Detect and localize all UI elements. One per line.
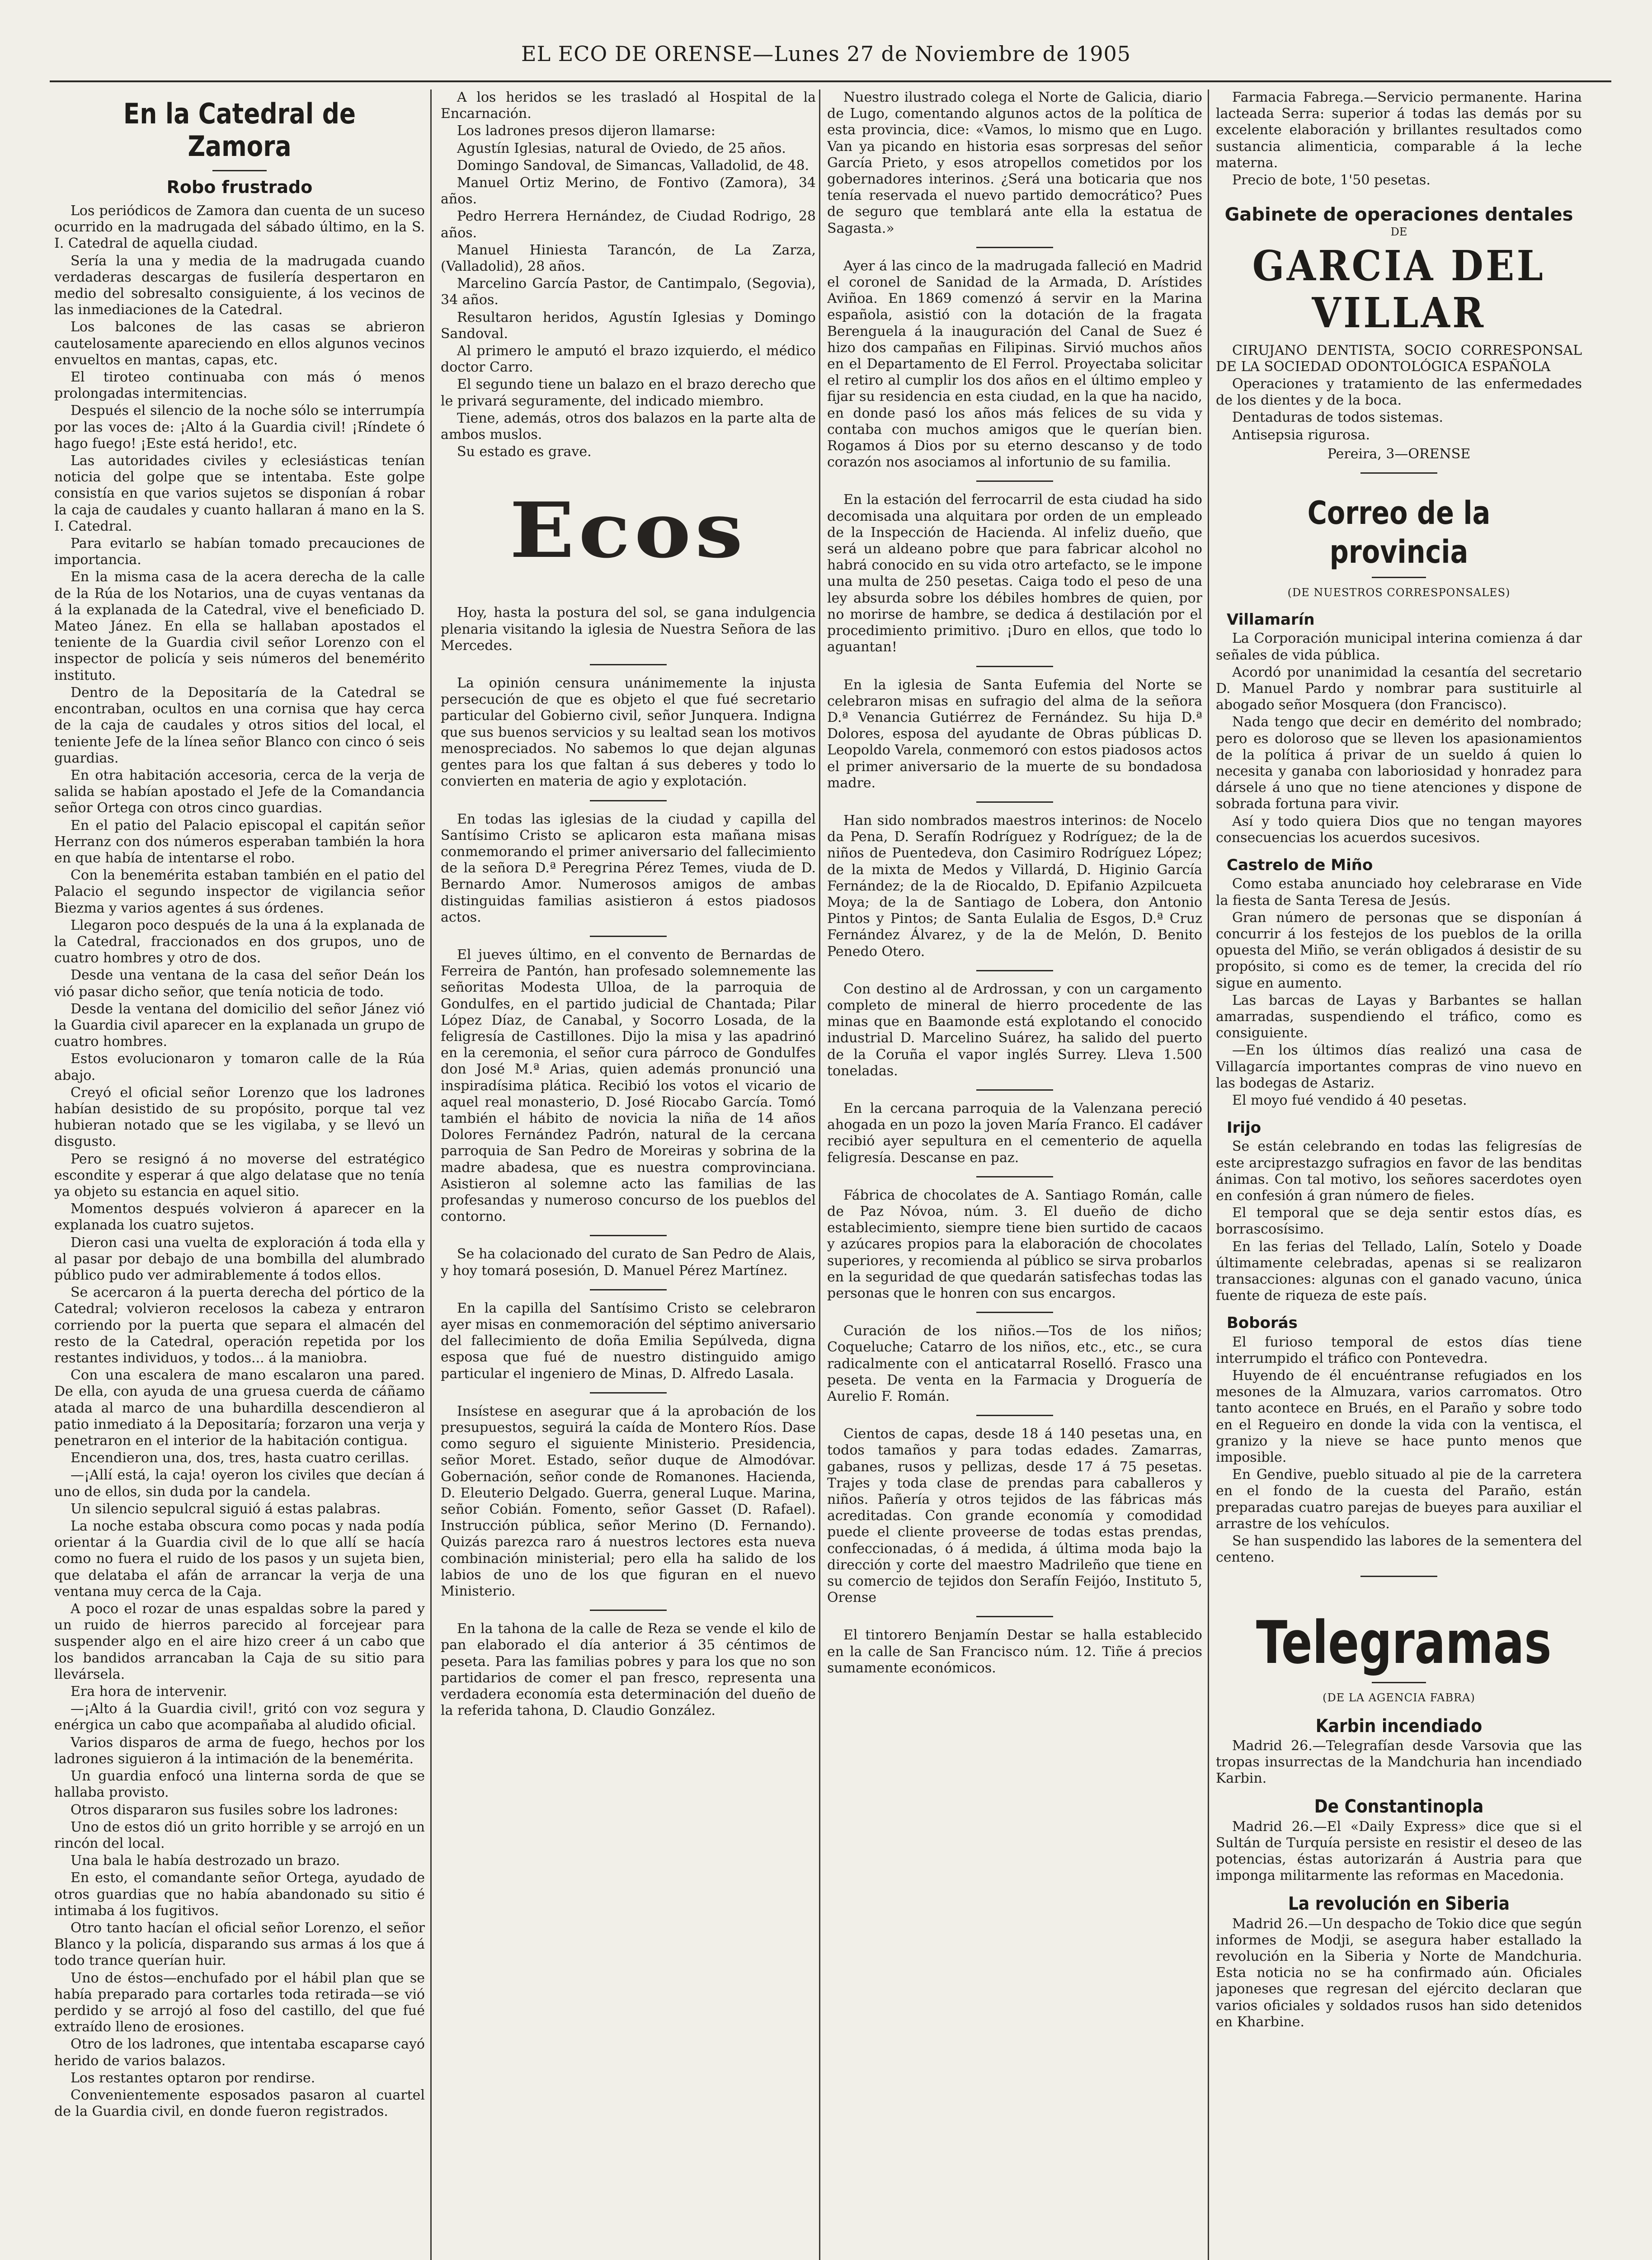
header-rule — [50, 80, 1611, 82]
paragraph: Otro de los ladrones, que intentaba escaparse cayó herido de varios balazos. — [54, 2036, 425, 2069]
dental-ad-de: DE — [1390, 226, 1407, 239]
section-rule — [976, 801, 1053, 803]
ecos-note: El jueves último, en el convento de Bernardas de Ferreira de Pantón, han profesado solemnemente las señoritas Modesta Ulloa, de la parroquia de Gondulfes, en el partido judicial de Chantada; Pilar López Díaz, de Canabal, y Socorro Losada, de la feligresía de Castillones. Dijo la misa y las apadrinó en la ceremonia, el señor cura párroco de Gondulfes don José M.ª Arias, quien además pronunció una inspiradísima plática. Recibió los votos el vicario de aquel real monasterio, D. José Riocabo García. Tomó también el hábito de novicia la niña de 14 años Dolores Fernández Padrón, natural de la cercana parroquia de San Pedro de Moreiras y sobrina de la madre abadesa, que es nuestra comprovinciana. Asistieron al solemne acto las familias de las profesandas y numeroso concurso de los pueblos del contorno. — [441, 946, 816, 1225]
dispatch-paragraph: Gran número de personas que se disponían á concurrir á los festejos de los pueblos de la orilla opuesta del Miño, se verán obligados á desistir de su propósito, si como es de temer, la crecida del río sigue en aumento. — [1216, 909, 1582, 991]
paragraph: Se acercaron á la puerta derecha del pórtico de la Catedral; volvieron recelosos la cabeza y entraron corriendo por la puerta que separa el almacén del resto de la Catedral, operación repetida por los restantes individuos, y todos... á la maniobra. — [54, 1285, 425, 1366]
paragraph: En esto, el comandante señor Ortega, ayudado de otros guardias que no había abandonado su sitio é intimaba á los fugitivos. — [54, 1870, 425, 1919]
paragraph: A los heridos se les trasladó al Hospital de la Encarnación. — [441, 89, 816, 122]
column-divider — [1208, 89, 1209, 2260]
paragraph: Un guardia enfocó una linterna sorda de que se hallaba provisto. — [54, 1768, 425, 1801]
ecos-note: Hoy, hasta la postura del sol, se gana indulgencia plenaria visitando la iglesia de Nuestra Señora de las Mercedes. — [441, 605, 816, 654]
dispatch-paragraph: Acordó por unanimidad la cesantía del secretario D. Manuel Pardo y nombrar para sustituirle al abogado señor Mosquera (don Francisco). — [1216, 664, 1582, 713]
paragraph: En otra habitación accesoria, cerca de la verja de salida se habían apostado el Jefe de la Comandancia señor Ortega con otros cinco guardias. — [54, 767, 425, 816]
dental-ad-address: Pereira, 3—ORENSE — [1327, 446, 1471, 462]
section-rule — [590, 664, 667, 665]
dispatch-paragraph: Huyendo de él encuéntranse refugiados en los mesones de la Almuzara, varios carromatos. Otro tanto acontece en Brués, en el Paraño y sobre todo en el Regueiro en donde la vida con la ventisca, el granizo y la nieve se hace punto menos que imposible. — [1216, 1367, 1582, 1465]
dental-ad-line: Operaciones y tratamiento de las enfermedades de los dientes y de la boca. — [1216, 376, 1582, 409]
paragraph: El segundo tiene un balazo en el brazo derecho que le privará seguramente, del indicado miembro. — [441, 377, 816, 409]
paragraph: Pero se resignó á no moverse del estratégico escondite y esperar á que algo delatase que no tenía ya objeto su estancia en aquel sitio. — [54, 1151, 425, 1200]
section-rule — [590, 1289, 667, 1290]
article-title-zamora: En la Catedral de Zamora — [123, 97, 356, 163]
running-head: EL ECO DE ORENSE—Lunes 27 de Noviembre de 1905 — [521, 42, 1131, 66]
advertisement: El tintorero Benjamín Destar se halla establecido en la calle de San Francisco núm. 12. Tiñe á precios sumamente económicos. — [827, 1627, 1202, 1676]
cable-heading: La revolución en Siberia — [1288, 1893, 1510, 1915]
section-rule — [976, 1176, 1053, 1177]
dispatch-heading: Castrelo de Miño — [1227, 856, 1373, 875]
paragraph: Varios disparos de arma de fuego, hechos por los ladrones siguieron á la intimación de la benemérita. — [54, 1734, 425, 1767]
paragraph: Precio de bote, 1'50 pesetas. — [1232, 172, 1431, 188]
paragraph: Uno de estos dió un grito horrible y se arrojó en un rincón del local. — [54, 1819, 425, 1851]
telegram-cables — [1216, 1715, 1582, 2030]
paragraph: Manuel Hiniesta Tarancón, de La Zarza, (Valladolid), 28 años. — [441, 242, 816, 275]
paragraph: Una bala le había destrozado un brazo. — [71, 1853, 340, 1869]
dispatch-paragraph: El furioso temporal de estos días tiene interrumpido el tráfico con Pontevedra. — [1216, 1334, 1582, 1366]
paragraph: Otro tanto hacían el oficial señor Lorenzo, el señor Blanco y la policía, disparando sus armas á los que á todo trance querían huir. — [54, 1920, 425, 1969]
local-notes — [827, 89, 1202, 1177]
paragraph: Uno de éstos—enchufado por el hábil plan que se había preparado para cortarles toda retirada—se vió perdido y se arrojó al foso del castillo, del que fué extraído lleno de erosiones. — [54, 1970, 425, 2035]
dispatch-heading: Villamarín — [1227, 611, 1315, 629]
dispatch-heading: Boborás — [1227, 1314, 1298, 1332]
paragraph: Un silencio sepulcral siguió á estas palabras. — [71, 1501, 381, 1517]
column-3 — [827, 89, 1202, 2260]
section-rule — [976, 1312, 1053, 1313]
paragraph: Dentro de la Depositaría de la Catedral se encontraban, ocultos en una cornisa que hay cerca de la caja de caudales y otros sitios del local, el teniente Jefe de la línea señor Blanco con cinco ó seis guardias. — [54, 684, 425, 766]
ecos-note: Se ha colacionado del curato de San Pedro de Alais, y hoy tomará posesión, D. Manuel Pérez Martínez. — [441, 1246, 816, 1279]
dispatch-paragraph: En las ferias del Tellado, Lalín, Sotelo y Doade últimamente celebradas, apenas si se realizaron transacciones: algunas con el ganado vacuno, única fuente de riqueza de este país. — [1216, 1238, 1582, 1304]
column-2 — [441, 89, 816, 2260]
paragraph: Domingo Sandoval, de Simancas, Valladolid, de 48. — [457, 157, 810, 174]
paragraph: Los periódicos de Zamora dan cuenta de un suceso ocurrido en la madrugada del sábado último, en la S. I. Catedral de aquella ciudad. — [54, 203, 425, 252]
ecos-note: En la tahona de la calle de Reza se vende el kilo de pan elaborado el día anterior á 35 céntimos de peseta. Para las familias pobres y para los que no son partidarios de comer el pan fresco, representa una verdadera economía esta determinación del dueño de la referida tahona, D. Claudio González. — [441, 1621, 816, 1719]
paragraph: Farmacia Fabrega.—Servicio permanente. Harina lacteada Serra: superior á todas las demás por su excelente elaboración y brillantes resultados como sustancia alimenticia, comparable á la leche materna. — [1216, 89, 1582, 171]
cable-text: Madrid 26.—Telegrafían desde Varsovia que las tropas insurrectas de la Mandchuria han incendiado Karbin. — [1216, 1737, 1582, 1787]
paragraph: Llegaron poco después de la una á la explanada de la Catedral, fraccionados en dos grupos, uno de cuatro hombres y otro de dos. — [54, 917, 425, 966]
section-title-ecos: Ecos — [509, 485, 747, 575]
dispatch-paragraph: En Gendive, pueblo situado al pie de la carretera en el fondo de la cuesta del Paraño, están preparadas cuatro parejas de bueyes para auxiliar el arrastre de los vehículos. — [1216, 1467, 1582, 1532]
local-note: En la cercana parroquia de la Valenzana pereció ahogada en un pozo la joven María Franco. El cadáver recibió ayer sepultura en el cementerio de aquella feligresía. Descanse en paz. — [827, 1100, 1202, 1166]
dental-ad-line: Antisepsia rigurosa. — [1232, 427, 1370, 443]
dispatch-paragraph: El moyo fué vendido á 40 pesetas. — [1232, 1092, 1467, 1108]
section-rule — [976, 970, 1053, 971]
paragraph: Después el silencio de la noche sólo se interrumpía por las voces de: ¡Alto á la Guardia civil! ¡Ríndete ó hago fuego! ¡Este está herido!, etc. — [54, 403, 425, 452]
section-rule — [976, 1616, 1053, 1617]
dispatch-paragraph: Así y todo quiera Dios que no tengan mayores consecuencias los acuerdos sucesivos. — [1216, 813, 1582, 846]
paragraph: Dieron casi una vuelta de exploración á toda ella y al pasar por debajo de una bombilla del alumbrado público pudo ver admirablemente á todos ellos. — [54, 1234, 425, 1283]
paragraph: Encendieron una, dos, tres, hasta cuatro cerillas. — [71, 1450, 409, 1466]
dispatch-paragraph: El temporal que se deja sentir estos días, es borrascosísimo. — [1216, 1205, 1582, 1238]
ecos-note: En todas las iglesias de la ciudad y capilla del Santísimo Cristo se aplicaron esta mañana misas conmemorando el primer aniversario del fallecimiento de la señora D.ª Peregrina Pérez Temes, viuda de D. Bernardo Amor. Numerosos amigos de ambas distinguidas familias asistieron á estos piadosos actos. — [441, 811, 816, 925]
cable-text: Madrid 26.—Un despacho de Tokio dice que según informes de Modji, se asegura haber estallado la revolución en la Siberia y Norte de Mandchuria. Esta noticia no se ha confirmado aún. Oficiales japoneses que regresan del ejército declaran que varios oficiales y soldados rusos han sido detenidos en Kharbine. — [1216, 1916, 1582, 2030]
dispatch-paragraph: —En los últimos días realizó una casa de Villagarcía importantes compras de vino nuevo en las bodegas de Astariz. — [1216, 1042, 1582, 1091]
cable-heading: De Constantinopla — [1314, 1796, 1484, 1817]
paragraph: —¡Alto á la Guardia civil!, gritó con voz segura y enérgica un cabo que acompañaba al aludido oficial. — [54, 1701, 425, 1733]
section-rule — [590, 1610, 667, 1611]
ecos-notes — [441, 605, 816, 1719]
column-1 — [54, 89, 425, 2260]
paragraph: A poco el rozar de unas espaldas sobre la pared y un ruido de hierros parecido al forcejear para suspender algo en el aire hizo creer á un cabo que los bandidos arrancaban la Caja de su sitio para llevársela. — [54, 1601, 425, 1682]
paragraph: Los ladrones presos dijeron llamarse: — [457, 123, 715, 139]
dental-ad-name: GARCIA DEL VILLAR — [1252, 241, 1546, 337]
paragraph: Con la benemérita estaban también en el patio del Palacio el segundo inspector de vigilancia señor Biezma y varios agentes á sus órdenes. — [54, 867, 425, 916]
section-title-correo: Correo de la provincia — [1307, 494, 1491, 571]
dental-ad-line: CIRUJANO DENTISTA, SOCIO CORRESPONSAL DE LA SOCIEDAD ODONTOLÓGICA ESPAÑOLA — [1216, 342, 1582, 375]
dispatch-paragraph: Se están celebrando en todas las feligresías de este arciprestazgo sufragios en favor de las benditas ánimas. Con tal motivo, los señores sacerdotes oyen en confesión á gran número de fieles. — [1216, 1139, 1582, 1204]
advertisement: Curación de los niños.—Tos de los niños; Coqueluche; Catarro de los niños, etc., etc., se cura radicalmente con el anticatarral Roselló. Frasco una peseta. De venta en la Farmacia y Droguería de Aurelio F. Román. — [827, 1323, 1202, 1405]
paragraph: Agustín Iglesias, natural de Oviedo, de 25 años. — [457, 140, 786, 156]
paragraph: En el patio del Palacio episcopal el capitán señor Herranz con dos números esperaban también la hora en que había de intentarse el robo. — [54, 817, 425, 866]
section-rule — [590, 936, 667, 937]
paragraph: Tiene, además, otros dos balazos en la parte alta de ambos muslos. — [441, 410, 816, 443]
paragraph: Los restantes optaron por rendirse. — [71, 2070, 315, 2086]
ecos-note: Insístese en asegurar que á la aprobación de los presupuestos, seguirá la caída de Montero Ríos. Dase como seguro el siguiente Ministerio. Presidencia, señor Moret. Estado, señor duque de Almodóvar. Gobernación, señor conde de Romanones. Hacienda, D. Eleuterio Delgado. Guerra, general Luque. Marina, señor Cobián. Fomento, señor Gasset (D. Rafael). Instrucción pública, señor Merino (D. Fernando). Quizás parezca raro á nuestros lectores esta nueva combinación ministerial; pero ella ha salido de los labios de uno de los que figuran en el nuevo Ministerio. — [441, 1403, 816, 1600]
paragraph: Convenientemente esposados pasaron al cuartel de la Guardia civil, en donde fueron registrados. — [54, 2087, 425, 2120]
paragraph: Sería la una y media de la madrugada cuando verdaderas descargas de fusilería despertaron en medio del sobresalto consiguiente, á los vecinos de las inmediaciones de la Catedral. — [54, 253, 425, 318]
dispatch-heading: Irijo — [1227, 1119, 1261, 1137]
dispatch-paragraph: La Corporación municipal interina comienza á dar señales de vida pública. — [1216, 631, 1582, 663]
section-rule — [590, 1235, 667, 1236]
paragraph: Manuel Ortiz Merino, de Fontivo (Zamora), 34 años. — [441, 175, 816, 207]
paragraph: Estos evolucionaron y tomaron calle de la Rúa abajo. — [54, 1051, 425, 1083]
paragraph: Desde una ventana de la casa del señor Deán los vió pasar dicho señor, que tenía noticia de todo. — [54, 967, 425, 1000]
dispatch-paragraph: Como estaba anunciado hoy celebrarase en Vide la fiesta de Santa Teresa de Jesús. — [1216, 876, 1582, 909]
paragraph: Era hora de intervenir. — [71, 1684, 227, 1700]
paragraph: Momentos después volvieron á aparecer en la explanada los cuatro sujetos. — [54, 1201, 425, 1234]
column-divider — [819, 89, 820, 2260]
paragraph: Los balcones de las casas se abrieron cautelosamente apareciendo en ellos algunos vecinos envueltos en mantas, capas, etc. — [54, 319, 425, 368]
paragraph: La noche estaba obscura como pocas y nada podía orientar á la Guardia civil de lo que allí se hacía como no fuera el ruido de los pasos y un sujeta bien, que delataba el afán de arrancar la verja de una ventana muy cerca de la Caja. — [54, 1518, 425, 1600]
section-rule — [590, 800, 667, 801]
dispatch-paragraph: Las barcas de Layas y Barbantes se hallan amarradas, suspendiendo el tráfico, como es consiguiente. — [1216, 992, 1582, 1041]
title-rule — [1372, 577, 1426, 578]
paragraph: Resultaron heridos, Agustín Iglesias y Domingo Sandoval. — [441, 309, 816, 342]
advertisement: Cientos de capas, desde 18 á 140 pesetas una, en todos tamaños y para todas edades. Zamarras, gabanes, rusos y pellizas, desde 17 á 75 pesetas. Trajes y toda clase de prendas para caballeros y niños. Pañería y otros tejidos de las fábricas más acreditadas. Con grande economía y comodidad puede el cliente proveerse de todas estas prendas, confeccionadas, ó á medida, á última moda bajo la dirección y corte del maestro Madrileño que tiene en su comercio de tejidos don Serafín Feijóo, Instituto 5, Orense — [827, 1426, 1202, 1606]
correo-source: (DE NUESTROS CORRESPONSALES) — [1287, 586, 1511, 599]
paragraph: Marcelino García Pastor, de Cantimpalo, (Segovia), 34 años. — [441, 276, 816, 308]
section-rule — [1360, 472, 1437, 474]
local-note: Con destino al de Ardrossan, y con un cargamento completo de mineral de hierro procedente de las minas que en Baamonde está explotando el conocido industrial D. Marcelino Suárez, ha salido del puerto de la Coruña el vapor inglés Surrey. Lleva 1.500 toneladas. — [827, 981, 1202, 1079]
local-note: Ayer á las cinco de la madrugada falleció en Madrid el coronel de Sanidad de la Armada, D. Arístides Aviñoa. En 1869 comenzó á servir en la Marina española, asistió con la dotación de la fragata Berenguela á la inauguración del Canal de Suez é hizo dos campañas en Filipinas. Sirvió muchos años en el Departamento de El Ferrol. Proyectaba solicitar el retiro al cumplir los dos años en el último empleo y fijar su residencia en esta ciudad, en la que ha nacido, en donde pasó los años más felices de su vida y contaba con muchos amigos que le querían bien. Rogamos á Dios por su eterno descanso y de todo corazón nos asociamos al infortunio de su familia. — [827, 258, 1202, 471]
title-rule — [212, 170, 267, 171]
section-rule — [976, 480, 1053, 482]
cable-text: Madrid 26.—El «Daily Express» dice que si el Sultán de Turquía persiste en resistir el deseo de las potencias, éstas autorizarán á Austria para que imponga militarmente las reformas en Macedonia. — [1216, 1818, 1582, 1884]
section-rule — [976, 1415, 1053, 1416]
paragraph: Al primero le amputó el brazo izquierdo, el médico doctor Carro. — [441, 343, 816, 376]
paragraph: Desde la ventana del domicilio del señor Jánez vió la Guardia civil aparecer en la explanada un grupo de cuatro hombres. — [54, 1001, 425, 1050]
paragraph: Creyó el oficial señor Lorenzo que los ladrones habían desistido de su propósito, porque tal vez hubieran notado que se les vigilaba, y se llevó un disgusto. — [54, 1084, 425, 1150]
paragraph: El tiroteo continuaba con más ó menos prolongadas intermitencias. — [54, 369, 425, 402]
paragraph: Las autoridades civiles y eclesiásticas tenían noticia del golpe que se intentaba. Este golpe consistía en que varios sujetos se disponían á robar la caja de caudales y cuanto hallaran á mano en la S. I. Catedral. — [54, 453, 425, 534]
paragraph: Con una escalera de mano escalaron una pared. De ella, con ayuda de una gruesa cuerda de cáñamo atada al marco de una buhardilla descendieron al patio inmediato á la Depositaría; forzaron una verja y penetraron en el interior de la habitación contigua. — [54, 1367, 425, 1449]
section-rule — [976, 247, 1053, 248]
pharmacy-ad — [1216, 89, 1582, 188]
dispatch-paragraph: Nada tengo que decir en demérito del nombrado; pero es doloroso que se lleven los apasionamientos de la política á privar de un sueldo á quien lo necesita y ganaba con laboriosidad y honradez para dársele á uno que no tiene atenciones y dispone de sobrada fortuna para vivir. — [1216, 714, 1582, 812]
advertisement: Fábrica de chocolates de A. Santiago Román, calle de Paz Nóvoa, núm. 3. El dueño de dicho establecimiento, siempre tiene bien surtido de cacaos y azúcares propios para la elaboración de chocolates superiores, y recomienda al público se sirva probarlos en la seguridad de que quedarán satisfechas todas las personas que le honren con sus encargos. — [827, 1187, 1202, 1301]
local-note: Nuestro ilustrado colega el Norte de Galicia, diario de Lugo, comentando algunos actos de la política de esta provincia, dice: «Vamos, lo mismo que en Lugo. Van ya picando en historia esas sorpresas del señor García Prieto, y esos atropellos cometidos por los gobernadores interinos. ¿Será una boticaria que nos tenía reservada el nuevo partido democrático? Pues de seguro que temblará ante ella la estatua de Sagasta.» — [827, 89, 1202, 236]
article-continuation — [441, 89, 816, 460]
section-title-telegramas: Telegramas — [1256, 1608, 1552, 1677]
telegramas-source: (DE LA AGENCIA FABRA) — [1323, 1691, 1475, 1704]
article-body-zamora — [54, 203, 425, 2120]
paragraph: Pedro Herrera Hernández, de Ciudad Rodrigo, 28 años. — [441, 208, 816, 241]
article-subtitle: Robo frustrado — [166, 177, 313, 197]
dispatch-paragraph: Se han suspendido las labores de la sementera del centeno. — [1216, 1533, 1582, 1566]
ecos-note: La opinión censura unánimemente la injusta persecución de que es objeto el que fué secretario particular del Gobierno civil, señor Junquera. Indigna que sus buenos servicios y su lealtad sean los motivos menospreciados. No sabemos lo que dejan algunas gentes para los que faltan á sus deberes y todo lo convierten en materia de agio y explotación. — [441, 675, 816, 790]
dental-ad-body — [1216, 343, 1582, 443]
paragraph: —¡Allí está, la caja! oyeron los civiles que decían á uno de ellos, sin duda por la candela. — [54, 1467, 425, 1500]
section-rule — [976, 1089, 1053, 1091]
cable-heading: Karbin incendiado — [1315, 1715, 1483, 1737]
column-4 — [1216, 89, 1582, 2260]
section-rule — [1360, 1576, 1437, 1577]
advertisements — [827, 1187, 1202, 1676]
paragraph: En la misma casa de la acera derecha de la calle de la Rúa de los Notarios, una de cuyas ventanas da á la explanada de la Catedral, vive el beneficiado D. Mateo Jánez. En ella se hallaban apostados el teniente de la Guardia civil señor Lorenzo con el inspector de policía y seis números del benemérito instituto. — [54, 569, 425, 683]
section-rule — [976, 666, 1053, 667]
section-rule — [590, 1392, 667, 1394]
column-divider — [430, 89, 432, 2260]
local-note: En la estación del ferrocarril de esta ciudad ha sido decomisada una alquitara por orden de un empleado de la Inspección de Hacienda. Al infeliz dueño, que será un aldeano pobre que para fabricar alcohol no habrá conocido en su vida otro artefacto, se le impone una multa de 250 pesetas. Caiga todo el peso de una ley absurda sobre los débiles hombres de quien, por no morirse de hambre, se dedica á destilación por el procedimiento primitivo. ¡Duro en ellos, que todo lo aguantan! — [827, 492, 1202, 655]
title-rule — [1372, 1682, 1426, 1683]
correo-dispatches — [1216, 612, 1582, 1566]
dental-ad-title: Gabinete de operaciones dentales — [1224, 204, 1573, 226]
paragraph: Otros dispararon sus fusiles sobre los ladrones: — [71, 1802, 398, 1818]
paragraph: Para evitarlo se habían tomado precauciones de importancia. — [54, 536, 425, 568]
paragraph: Su estado es grave. — [457, 444, 592, 460]
local-note: En la iglesia de Santa Eufemia del Norte se celebraron misas en sufragio del alma de la señora D.ª Venancia Gutiérrez de Fernández. Su hija D.ª Dolores, esposa del ayudante de Obras públicas D. Leopoldo Varela, conmemoró con estos piadosos actos el primer aniversario de la muerte de su bondadosa madre. — [827, 677, 1202, 791]
local-note: Han sido nombrados maestros interinos: de Nocelo da Pena, D. Serafín Rodríguez y Rodríguez; de la de niños de Puentedeva, don Casimiro Rodríguez López; de la mixta de Medos y Villardá, D. Higinio García Fernández; de la de Riocaldo, D. Epifanio Azpilcueta Moya; de la de Santiago de Lobera, don Antonio Pintos y Pintos; de Santa Eulalia de Esgos, D.ª Cruz Fernández Álvarez, y de la de Melón, D. Benito Penedo Otero. — [827, 812, 1202, 960]
dental-ad-line: Dentaduras de todos sistemas. — [1232, 410, 1444, 426]
ecos-note: En la capilla del Santísimo Cristo se celebraron ayer misas en conmemoración del séptimo aniversario del fallecimiento de doña Emilia Sepúlveda, digna esposa que fué de nuestro distinguido amigo particular el ingeniero de Minas, D. Alfredo Lasala. — [441, 1300, 816, 1382]
